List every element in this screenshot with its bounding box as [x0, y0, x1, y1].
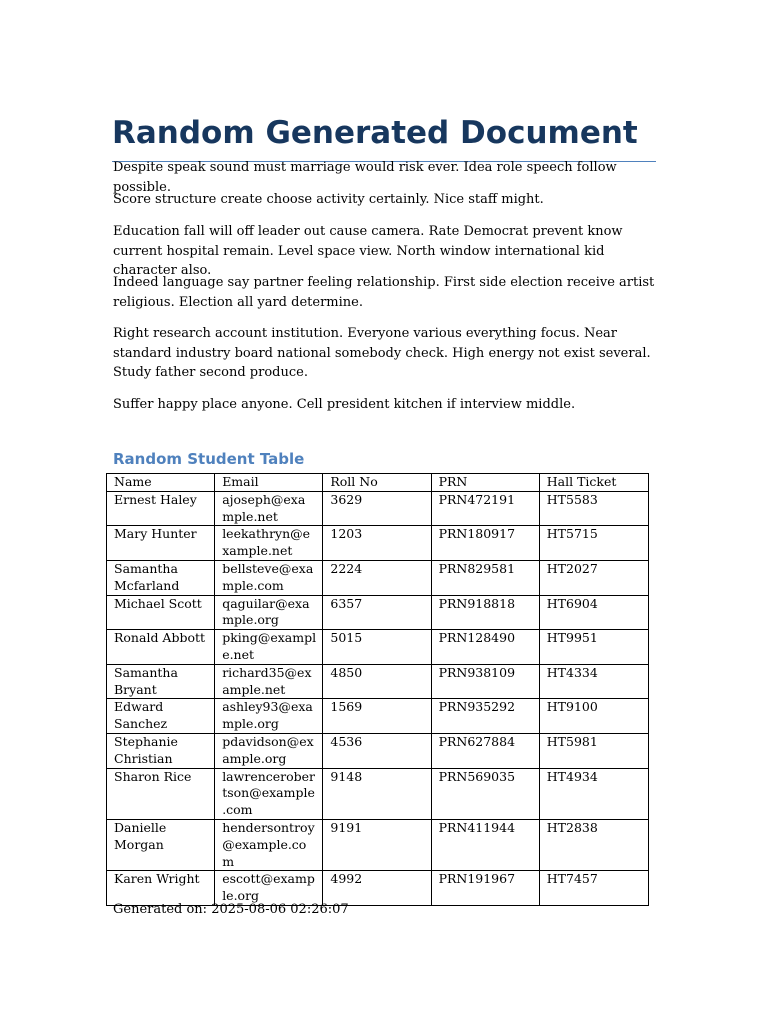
cell-email: pdavidson@example.org: [215, 733, 323, 768]
cell-email: bellsteve@example.com: [215, 560, 323, 595]
table-row: [107, 491, 649, 526]
cell-prn: PRN180917: [431, 526, 539, 561]
cell-roll-no: 6357: [323, 595, 431, 630]
cell-hall-ticket: HT2838: [539, 819, 648, 870]
paragraph: Right research account institution. Everyone various everything focus. Near standard industry board national somebody check. High energy not exist several. Study father second produce.: [113, 326, 651, 380]
cell-prn: PRN829581: [431, 560, 539, 595]
cell-name: Samantha Bryant: [107, 664, 215, 699]
table-row: [107, 819, 649, 870]
column-header-name: Name: [107, 474, 215, 492]
paragraph: Score structure create choose activity certainly. Nice staff might.: [113, 192, 544, 207]
cell-name: Michael Scott: [107, 595, 215, 630]
cell-hall-ticket: HT5583: [539, 491, 648, 526]
cell-email: ashley93@example.org: [215, 699, 323, 734]
cell-name: Stephanie Christian: [107, 733, 215, 768]
table-heading: Random Student Table: [113, 450, 305, 468]
table-row: [107, 595, 649, 630]
column-header-prn: PRN: [431, 474, 539, 492]
cell-hall-ticket: HT2027: [539, 560, 648, 595]
column-header-email: Email: [215, 474, 323, 492]
paragraph: Suffer happy place anyone. Cell president kitchen if interview middle.: [113, 397, 576, 412]
paragraph: Indeed language say partner feeling relationship. First side election receive artist religious. Election all yard determine.: [113, 275, 655, 310]
cell-email: leekathryn@example.net: [215, 526, 323, 561]
table-row: [107, 560, 649, 595]
paragraph: Despite speak sound must marriage would risk ever. Idea role speech follow possible.: [113, 160, 617, 195]
cell-name: Edward Sanchez: [107, 699, 215, 734]
table-row: [107, 733, 649, 768]
cell-hall-ticket: HT7457: [539, 871, 648, 906]
cell-prn: PRN918818: [431, 595, 539, 630]
cell-email: hendersontroy@example.com: [215, 819, 323, 870]
cell-roll-no: 9148: [323, 768, 431, 819]
cell-roll-no: 1569: [323, 699, 431, 734]
cell-prn: PRN938109: [431, 664, 539, 699]
cell-name: Sharon Rice: [107, 768, 215, 819]
cell-name: Samantha Mcfarland: [107, 560, 215, 595]
cell-hall-ticket: HT5981: [539, 733, 648, 768]
cell-prn: PRN935292: [431, 699, 539, 734]
column-header-hall-ticket: Hall Ticket: [539, 474, 648, 492]
column-header-roll-no: Roll No: [323, 474, 431, 492]
cell-name: Karen Wright: [107, 871, 215, 906]
cell-email: pking@example.net: [215, 630, 323, 665]
table-row: [107, 699, 649, 734]
cell-name: Ernest Haley: [107, 491, 215, 526]
table-row: [107, 526, 649, 561]
cell-prn: PRN128490: [431, 630, 539, 665]
table-header-row: [107, 474, 649, 492]
cell-prn: PRN411944: [431, 819, 539, 870]
cell-email: ajoseph@example.net: [215, 491, 323, 526]
cell-hall-ticket: HT9100: [539, 699, 648, 734]
cell-hall-ticket: HT6904: [539, 595, 648, 630]
cell-roll-no: 3629: [323, 491, 431, 526]
paragraph: Education fall will off leader out cause camera. Rate Democrat prevent know current hospital remain. Level space view. North window international kid character also.: [113, 224, 623, 278]
cell-name: Ronald Abbott: [107, 630, 215, 665]
cell-roll-no: 5015: [323, 630, 431, 665]
student-table: [106, 473, 649, 906]
cell-hall-ticket: HT5715: [539, 526, 648, 561]
cell-email: qaguilar@example.org: [215, 595, 323, 630]
generated-timestamp: Generated on: 2025-08-06 02:26:07: [113, 902, 349, 917]
cell-prn: PRN569035: [431, 768, 539, 819]
cell-name: Danielle Morgan: [107, 819, 215, 870]
cell-roll-no: 9191: [323, 819, 431, 870]
cell-prn: PRN472191: [431, 491, 539, 526]
cell-prn: PRN191967: [431, 871, 539, 906]
cell-roll-no: 2224: [323, 560, 431, 595]
cell-name: Mary Hunter: [107, 526, 215, 561]
cell-hall-ticket: HT9951: [539, 630, 648, 665]
cell-roll-no: 4536: [323, 733, 431, 768]
cell-email: escott@example.org: [215, 871, 323, 906]
table-row: [107, 630, 649, 665]
cell-email: lawrencerobertson@example.com: [215, 768, 323, 819]
cell-roll-no: 1203: [323, 526, 431, 561]
cell-hall-ticket: HT4934: [539, 768, 648, 819]
table-row: [107, 664, 649, 699]
cell-hall-ticket: HT4334: [539, 664, 648, 699]
cell-roll-no: 4992: [323, 871, 431, 906]
cell-prn: PRN627884: [431, 733, 539, 768]
table-row: [107, 768, 649, 819]
document-title: Random Generated Document: [112, 113, 656, 162]
cell-email: richard35@example.net: [215, 664, 323, 699]
cell-roll-no: 4850: [323, 664, 431, 699]
